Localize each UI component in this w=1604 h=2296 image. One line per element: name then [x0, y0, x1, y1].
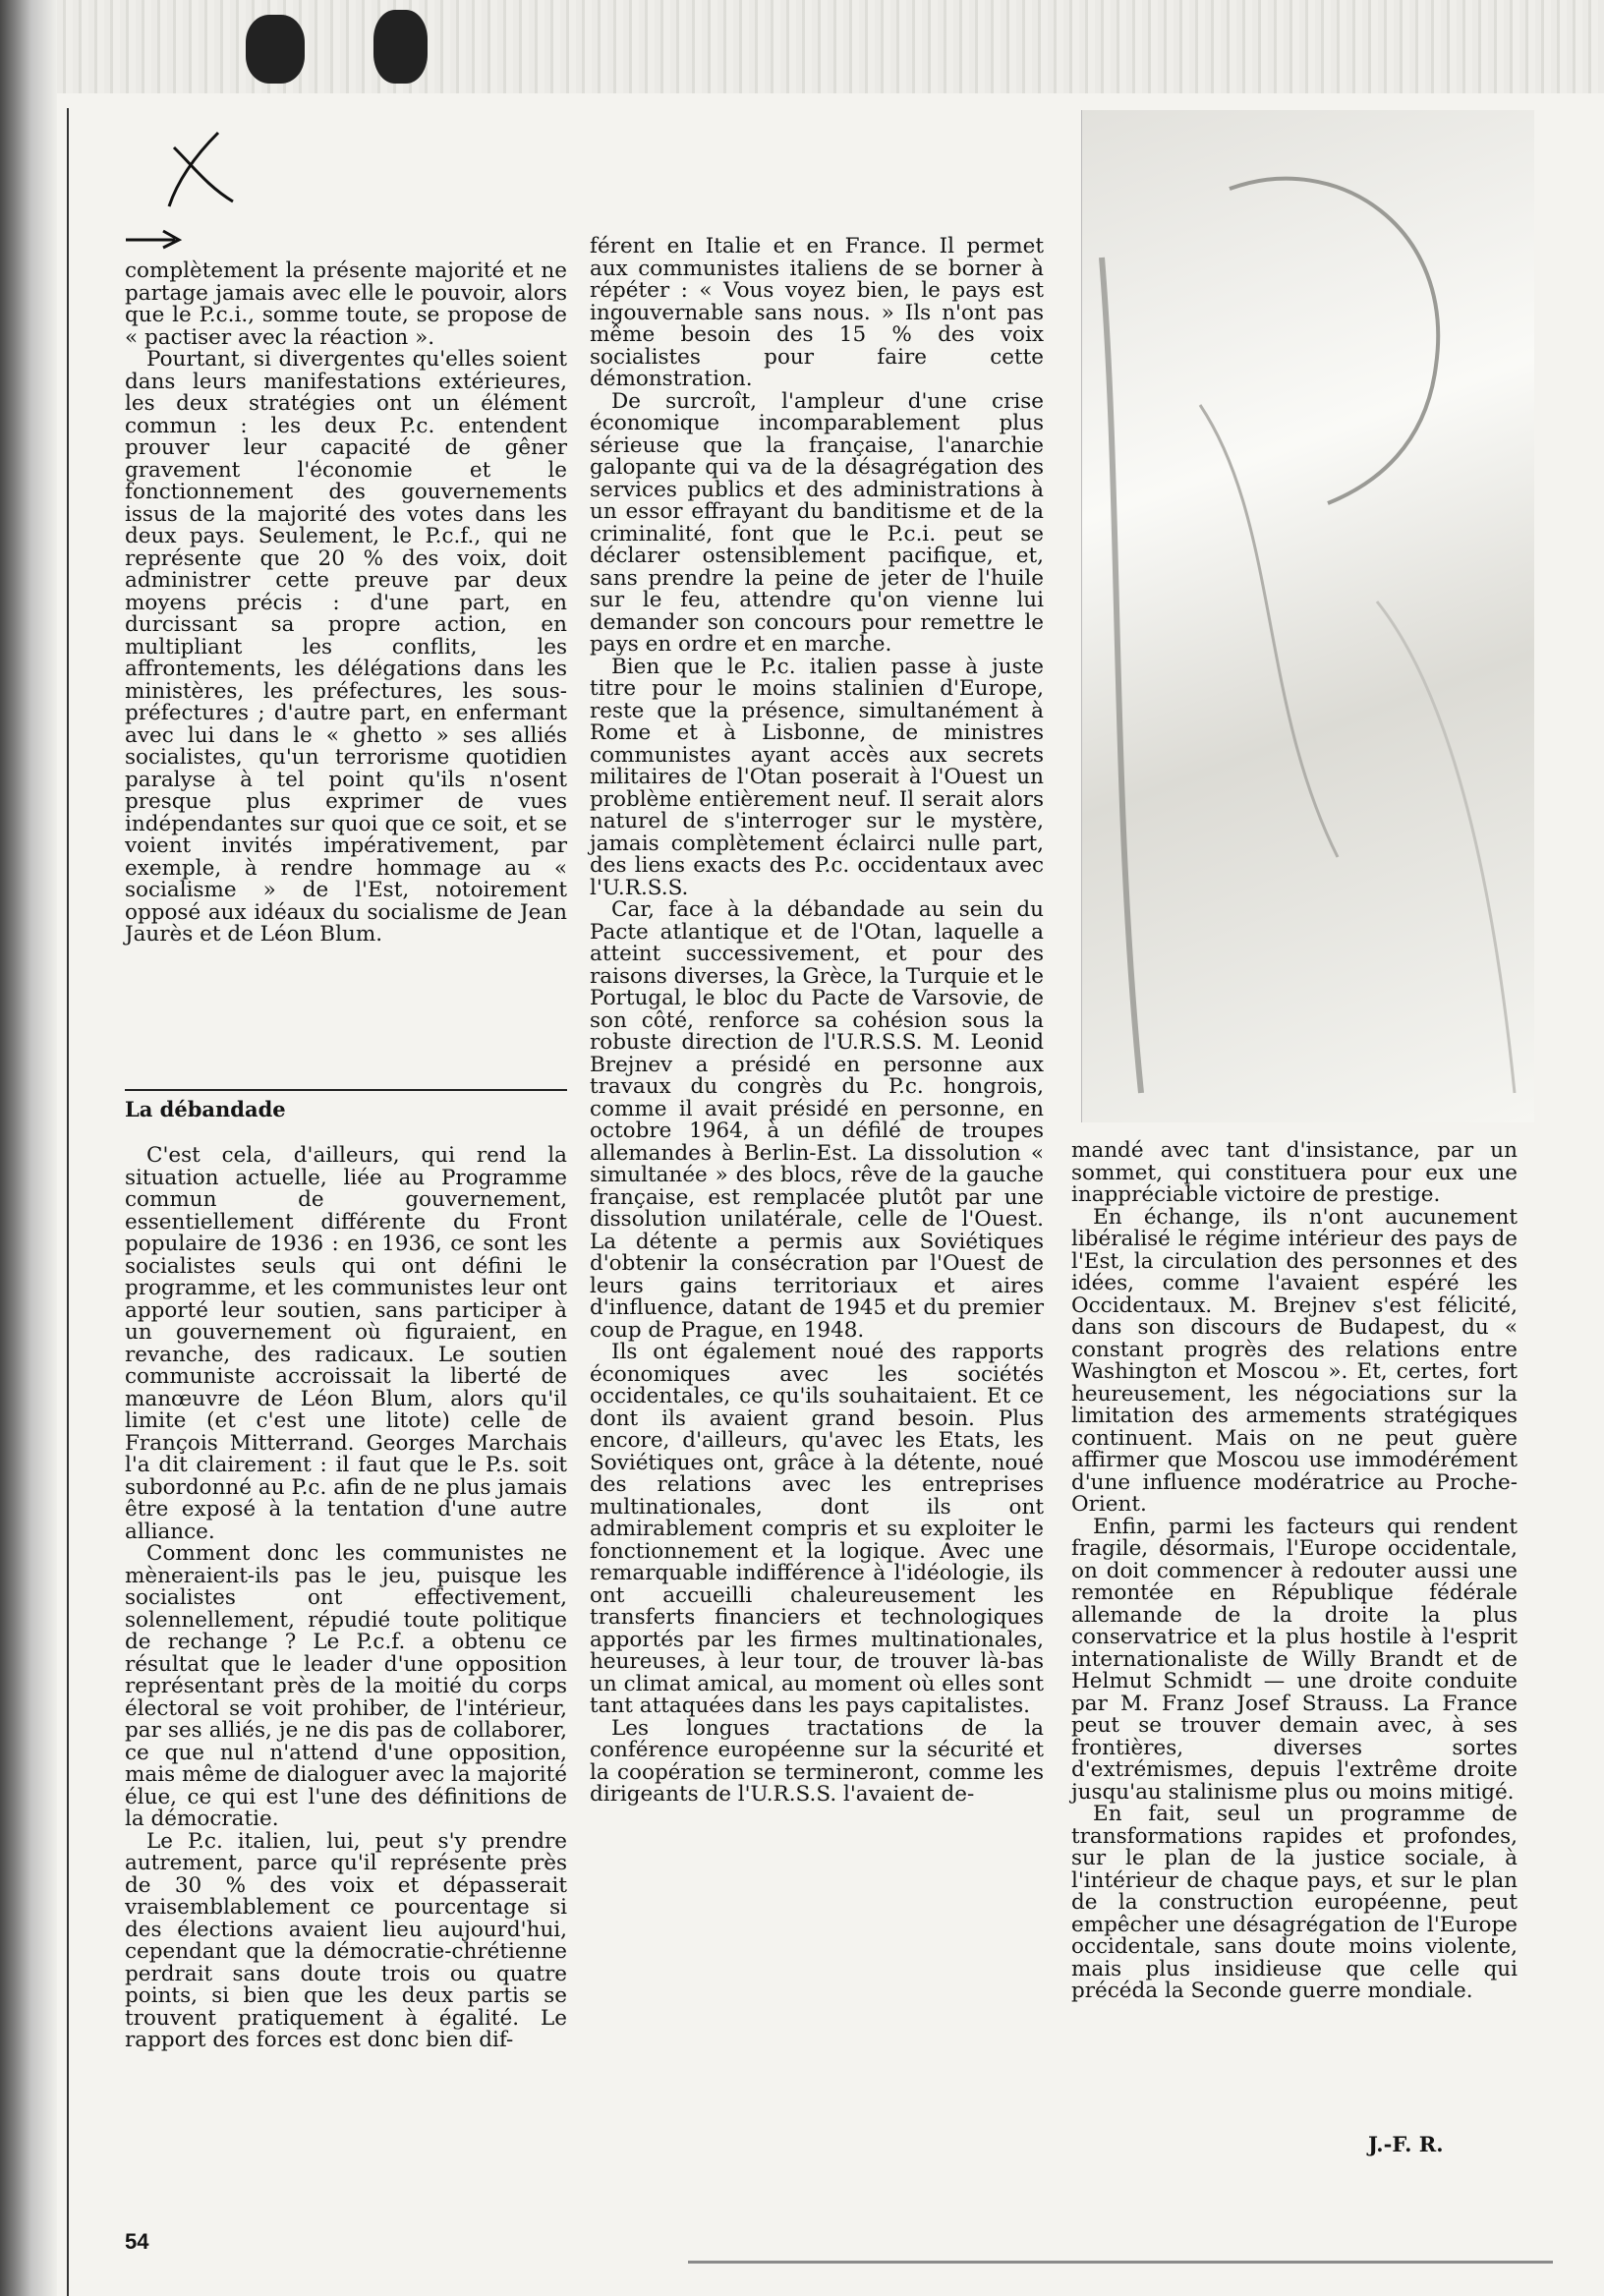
ink-blot — [373, 10, 428, 84]
scan-bottom-edge — [688, 2261, 1553, 2264]
paragraph: férent en Italie et en France. Il permet aux communistes italiens de se borner à répéter : « Vous voyez bien, le pays est ingouvernable sans nous. » Ils n'ont pas même besoin des 15 % des voix socialistes pour faire cette démonstration. — [590, 234, 1044, 391]
article-column-3 — [1071, 1140, 1518, 2003]
paragraph: complètement la présente majorité et ne partage jamais avec elle le pouvoir, alors que le P.c.i., somme toute, se propose de « pactiser avec la réaction ». — [125, 258, 567, 350]
article-column-2 — [590, 236, 1044, 1807]
paragraph: Ils ont également noué des rapports économiques avec les sociétés occidentales, ce qu'ils souhaitaient. Et ce dont ils avaient grand besoin. Plus encore, d'ailleurs, qu'avec les Etats, les Soviétiques ont, grâce à la détente, noué des relations avec les entreprises multinationales, dont ils ont admirablement compris et su exploiter le fonctionnement et la logique. Avec une remarquable indifférence à l'idéologie, ils ont accueilli chaleureusement les transferts financiers et technologiques apportés par les firmes multinationales, heureuses, à leur tour, de trouver là-bas un climat amical, au moment où elles sont tant attaquées dans les pays capitalistes. — [590, 1340, 1044, 1718]
article-column-1-continued — [125, 1145, 567, 2052]
section-heading: La débandade — [125, 1089, 567, 1121]
paragraph: En échange, ils n'ont aucunement libéralisé le régime intérieur des pays de l'Est, la circulation des personnes et des idées, comme l'avaient espéré les Occidentaux. M. Brejnev s'est félicité, dans son discours de Budapest, du « constant progrès des relations entre Washington et Moscou ». Et, certes, fort heureusement, les négociations sur la limitation des armements stratégiques continuent. Mais on ne peut guère affirmer que Moscou use immodérément d'une influence modératrice au Proche-Orient. — [1071, 1204, 1518, 1517]
page-number: 54 — [125, 2229, 149, 2254]
paragraph: De surcroît, l'ampleur d'une crise économique incomparablement plus sérieuse que la française, l'anarchie galopante qui va de la désagrégation des services publics et des administrations à un essor effrayant du banditisme et de la criminalité, font que le P.c.i. peut se déclarer ostensiblement pacifique, et, sans prendre la peine de jeter de l'huile sur le feu, attendre qu'on vienne lui demander son concours pour remettre le pays en ordre et en marche. — [590, 388, 1044, 657]
handwritten-x-mark — [159, 123, 248, 211]
ink-blot — [246, 15, 305, 84]
portrait-photo — [1081, 110, 1534, 1122]
paragraph: C'est cela, d'ailleurs, qui rend la situation actuelle, liée au Programme commun de gouvernement, essentiellement différente du Front populaire de 1936 : en 1936, ce sont les socialistes seuls qui ont défini le programme, et les communistes leur ont apporté leur soutien, sans participer à un gouvernement où figuraient, en revanche, des radicaux. Le soutien communiste accroissait la liberté de manœuvre de Léon Blum, alors qu'il limite (et c'est une litote) celle de François Mitterrand. Georges Marchais l'a dit clairement : il faut que le P.s. soit subordonné au P.c. afin de ne plus jamais être exposé à la tentation d'une autre alliance. — [125, 1143, 567, 1544]
paragraph: En fait, seul un programme de transformations rapides et profondes, sur le plan de la justice sociale, à l'intérieur de chaque pays, et sur le plan de la construction européenne, peut empêcher une désagrégation de l'Europe occidentale, sans doute moins violente, mais plus insidieuse que celle qui précéda la Seconde guerre mondiale. — [1071, 1802, 1518, 2003]
author-signature: J.-F. R. — [1368, 2132, 1444, 2156]
paragraph: Le P.c. italien, lui, peut s'y prendre autrement, parce qu'il représente près de 30 % des voix et dépasserait vraisemblablement ce pourcentage si des élections avaient lieu aujourd'hui, cependant que la démocratie-chrétienne perdrait sans doute trois ou quatre points, si bien que les deux partis se trouvent pratiquement à égalité. Le rapport des forces est donc bien dif- — [125, 1828, 567, 2052]
handwritten-arrow — [124, 228, 183, 250]
scan-margin-shadow — [0, 0, 57, 2296]
paragraph: Les longues tractations de la conférence européenne sur la sécurité et la coopération se termineront, comme les dirigeants de l'U.R.S.S. l'avaient de- — [590, 1715, 1044, 1807]
paragraph: Comment donc les communistes ne mèneraient-ils pas le jeu, puisque les socialistes ont effectivement, solennellement, répudié toute politique de rechange ? Le P.c.f. a obtenu ce résultat que le leader d'une opposition représentant près de la moitié du corps électoral se voit prohiber, de l'intérieur, par ses alliés, je ne dis pas de collaborer, ce que nul n'attend d'une opposition, mais même de dialoguer avec la majorité élue, ce qui est l'une des définitions de la démocratie. — [125, 1541, 567, 1831]
paragraph: Bien que le P.c. italien passe à juste titre pour le moins stalinien d'Europe, reste que la présence, simultanément à Rome et à Lisbonne, de ministres communistes ayant accès aux secrets militaires de l'Otan poserait à l'Ouest un problème entièrement neuf. Il serait alors naturel de s'interroger sur le mystère, jamais complètement éclairci nulle part, des liens exacts des P.c. occidentaux avec l'U.R.S.S. — [590, 654, 1044, 900]
column-rule — [67, 108, 69, 2296]
paragraph: mandé avec tant d'insistance, par un sommet, qui constituera pour eux une inappréciable victoire de prestige. — [1071, 1138, 1518, 1207]
article-column-1 — [125, 260, 567, 947]
paragraph: Enfin, parmi les facteurs qui rendent fragile, désormais, l'Europe occidentale, on doit commencer à redouter aussi une remontée en République fédérale allemande de la droite la plus conservatrice et la plus hostile à l'esprit internationaliste de Willy Brandt et de Helmut Schmidt — une droite conduite par M. Franz Josef Strauss. La France peut se trouver demain avec, à ses frontières, diverses sortes d'extrémismes, depuis l'extrême droite jusqu'au stalinisme plus ou moins mitigé. — [1071, 1514, 1518, 1805]
paragraph: Car, face à la débandade au sein du Pacte atlantique et de l'Otan, laquelle a atteint successivement, et pour des raisons diverses, la Grèce, la Turquie et le Portugal, le bloc du Pacte de Varsovie, de son côté, renforce sa cohésion sous la robuste direction de l'U.R.S.S. M. Leonid Brejnev a présidé en personne aux travaux du congrès du P.c. hongrois, comme il avait présidé en personne, en octobre 1964, à un défilé de troupes allemandes à Berlin-Est. La dissolution « simultanée » des blocs, rêve de la gauche française, est remplacée plutôt par une dissolution unilatérale, celle de l'Ouest. La détente a permis aux Soviétiques d'obtenir la consécration par l'Ouest de leurs gains territoriaux et aires d'influence, datant de 1945 et du premier coup de Prague, en 1948. — [590, 897, 1044, 1343]
paragraph: Pourtant, si divergentes qu'elles soient dans leurs manifestations extérieures, les deux stratégies ont un élément commun : les deux P.c. entendent prouver leur capacité de gêner gravement l'économie et le fonctionnement des gouvernements issus de la majorité des votes dans les deux pays. Seulement, le P.c.f., qui ne représente que 20 % des voix, doit administrer cette preuve par deux moyens précis : d'une part, en durcissant sa propre action, en multipliant les conflits, les affrontements, les délégations dans les ministères, les préfectures, les sous-préfectures ; d'autre part, en enfermant avec lui dans le « ghetto » ses alliés socialistes, qu'un terrorisme quotidien paralyse à tel point qu'ils n'osent presque plus exprimer de vues indépendantes sur quoi que ce soit, et se voient invités impérativement, par exemple, à rendre hommage au « socialisme » de l'Est, notoirement opposé aux idéaux du socialisme de Jean Jaurès et de Léon Blum. — [125, 347, 567, 947]
